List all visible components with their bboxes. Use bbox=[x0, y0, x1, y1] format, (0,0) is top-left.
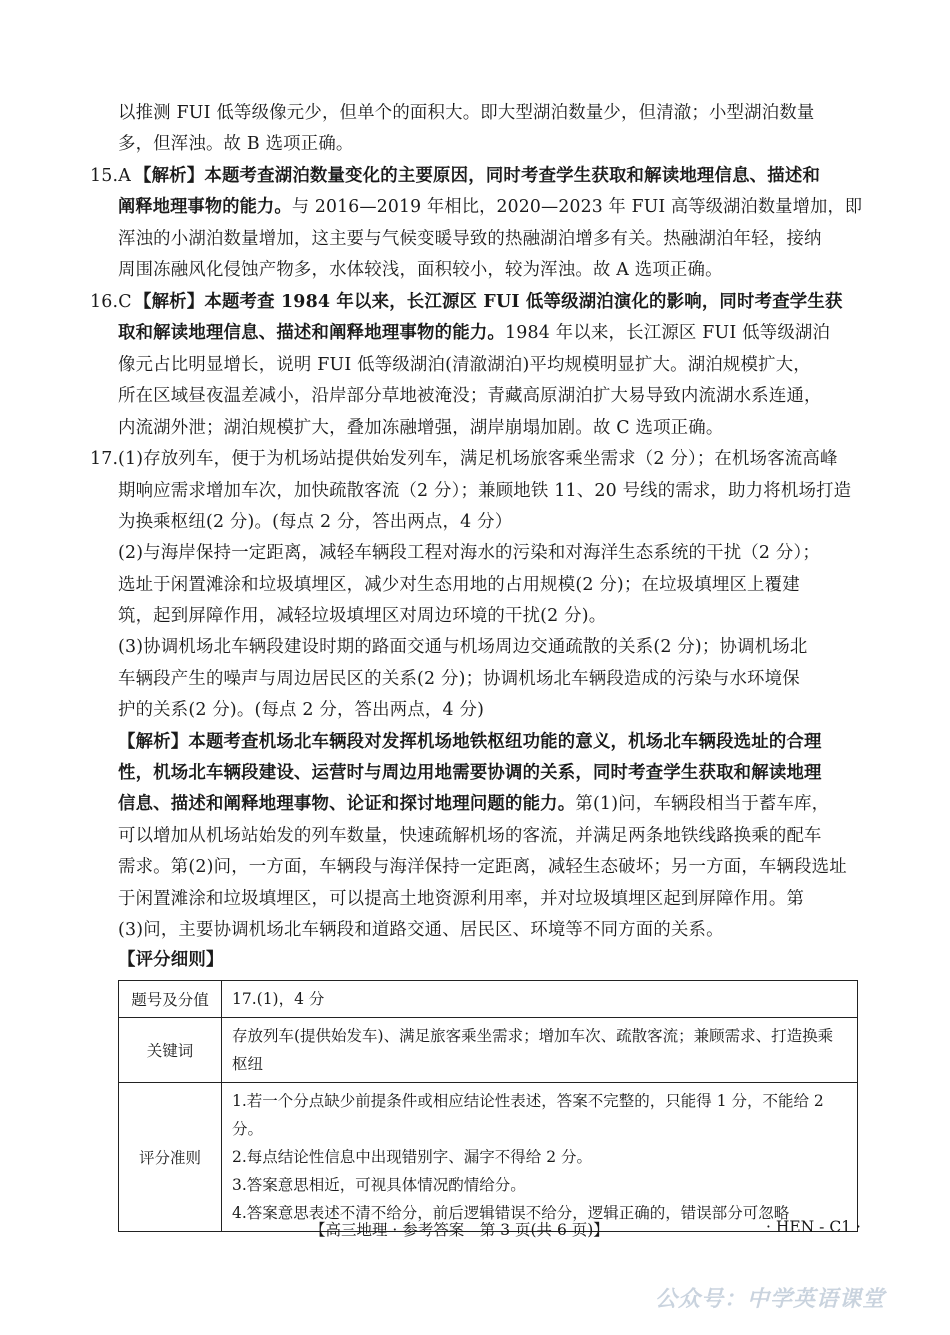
text-line: 选址于闲置滩涂和垃圾填埋区，减少对生态用地的占用规模(2 分)；在垃圾填埋区上覆建 bbox=[118, 575, 800, 595]
text-line: 浑浊的小湖泊数量增加，这主要与气候变暖导致的热融湖泊增多有关。热融湖泊年轻，接纳 bbox=[118, 229, 822, 249]
row-value bbox=[222, 1083, 858, 1232]
analysis-lead: 信息、描述和阐释地理事物、论证和探讨地理问题的能力。 bbox=[118, 794, 576, 814]
text-line: 车辆段产生的噪声与周边居民区的关系(2 分)；协调机场北车辆段造成的污染与水环境保 bbox=[118, 669, 800, 689]
text-line: 周围冻融风化侵蚀产物多，水体较浅，面积较小，较为浑浊。故 A 选项正确。 bbox=[118, 260, 723, 280]
row-value: 17.(1)，4 分 bbox=[222, 981, 858, 1018]
analysis-lead: 取和解读地理信息、描述和阐释地理事物的能力。 bbox=[118, 323, 505, 343]
question-number bbox=[90, 287, 132, 317]
text-line: 多，但浑浊。故 B 选项正确。 bbox=[118, 134, 354, 154]
text-line: 所在区域昼夜温差减小，沿岸部分草地被淹没；青藏高原湖泊扩大易导致内流湖水系连通， bbox=[118, 386, 822, 406]
analysis-text: 第(1)问，车辆段相当于蓄车库， bbox=[575, 794, 830, 814]
row-value: 存放列车(提供始发车)、满足旅客乘坐需求；增加车次、疏散客流；兼顾需求、打造换乘枢纽 bbox=[222, 1018, 858, 1083]
row-label: 题号及分值 bbox=[119, 981, 222, 1018]
page-code: · HEN - C1 · bbox=[766, 1218, 861, 1236]
text-line: (3)问，主要协调机场北车辆段和道路交通、居民区、环境等不同方面的关系。 bbox=[118, 920, 724, 940]
analysis-heading: 【解析】本题考查 1984 年以来，长江源区 FUI 低等级湖泊演化的影响，同时考查学生获 bbox=[134, 292, 843, 312]
text-line: 护的关系(2 分)。(每点 2 分，答出两点，4 分) bbox=[118, 700, 485, 720]
table-row bbox=[119, 1018, 858, 1083]
text-line: 筑，起到屏障作用，减轻垃圾填埋区对周边环境的干扰(2 分)。 bbox=[118, 606, 607, 626]
text-line: 需求。第(2)问，一方面，车辆段与海洋保持一定距离，减轻生态破坏；另一方面，车辆段选址 bbox=[118, 857, 847, 877]
text-line bbox=[118, 192, 862, 222]
analysis-heading: 【解析】本题考查湖泊数量变化的主要原因，同时考查学生获取和解读地理信息、描述和 bbox=[134, 166, 821, 186]
text-line: 于闲置滩涂和垃圾填埋区，可以提高土地资源利用率，并对垃圾填埋区起到屏障作用。第 bbox=[118, 889, 805, 909]
text-line: 期响应需求增加车次，加快疏散客流（2 分）；兼顾地铁 11、20 号线的需求，助力将机场打造 bbox=[118, 481, 852, 501]
text-line: (1)存放列车，便于为机场站提供始发列车，满足机场旅客乘坐需求（2 分）；在机场客流高峰 bbox=[118, 449, 838, 469]
question-number: 17. bbox=[90, 449, 119, 469]
text-line: 为换乘枢纽(2 分)。(每点 2 分，答出两点，4 分） bbox=[118, 512, 513, 532]
text-line: 像元占比明显增长，说明 FUI 低等级湖泊(清澈湖泊)平均规模明显扩大。湖泊规模扩大， bbox=[118, 355, 811, 375]
analysis-lead: 阐释地理事物的能力。 bbox=[118, 197, 292, 217]
rule-item: 4.答案意思表述不清不给分，前后逻辑错误不给分，逻辑正确的，错误部分可忽略 bbox=[232, 1204, 790, 1222]
text-line: 以推测 FUI 低等级像元少，但单个的面积大。即大型湖泊数量少，但清澈；小型湖泊数量 bbox=[118, 103, 815, 123]
page-footer: 【高三地理 · 参考答案 第 3 页(共 6 页)】 bbox=[310, 1221, 609, 1239]
analysis-text: 1984 年以来，长江源区 FUI 低等级湖泊 bbox=[505, 323, 831, 343]
question-number bbox=[90, 161, 131, 191]
text-line bbox=[118, 789, 829, 819]
table-row bbox=[119, 1083, 858, 1232]
answer-label: 16.C bbox=[90, 292, 132, 312]
rule-item: 2.每点结论性信息中出现错别字、漏字不得给 2 分。 bbox=[232, 1148, 593, 1166]
watermark: 公众号：中学英语课堂 bbox=[655, 1286, 886, 1312]
analysis-heading: 【解析】本题考查机场北车辆段对发挥机场地铁枢纽功能的意义，机场北车辆段选址的合理 bbox=[118, 732, 822, 752]
row-label: 关键词 bbox=[119, 1018, 222, 1083]
text-line: (2)与海岸保持一定距离，减轻车辆段工程对海水的污染和对海洋生态系统的干扰（2 分）； bbox=[118, 543, 820, 563]
answer-label: 15.A bbox=[90, 166, 132, 186]
row-label: 评分准则 bbox=[119, 1083, 222, 1232]
text-line bbox=[118, 318, 830, 348]
text-line: (3)协调机场北车辆段建设时期的路面交通与机场周边交通疏散的关系(2 分)；协调机场北 bbox=[118, 637, 808, 657]
rule-item: 1.若一个分点缺少前提条件或相应结论性表述，答案不完整的，只能得 1 分，不能给 2 分。 bbox=[232, 1092, 824, 1138]
scoring-table bbox=[118, 980, 858, 1232]
table-row bbox=[119, 981, 858, 1018]
rule-item: 3.答案意思相近，可视具体情况酌情给分。 bbox=[232, 1176, 526, 1194]
text-line: 可以增加从机场站始发的列车数量，快速疏解机场的客流，并满足两条地铁线路换乘的配车 bbox=[118, 826, 822, 846]
analysis-text: 与 2016—2019 年相比，2020—2023 年 FUI 高等级湖泊数量增加，即 bbox=[291, 197, 863, 217]
text-line: 性，机场北车辆段建设、运营时与周边用地需要协调的关系，同时考查学生获取和解读地理 bbox=[118, 763, 822, 783]
scoring-heading: 【评分细则】 bbox=[118, 950, 224, 970]
text-line: 内流湖外泄；湖泊规模扩大，叠加冻融增强，湖岸崩塌加剧。故 C 选项正确。 bbox=[118, 418, 724, 438]
